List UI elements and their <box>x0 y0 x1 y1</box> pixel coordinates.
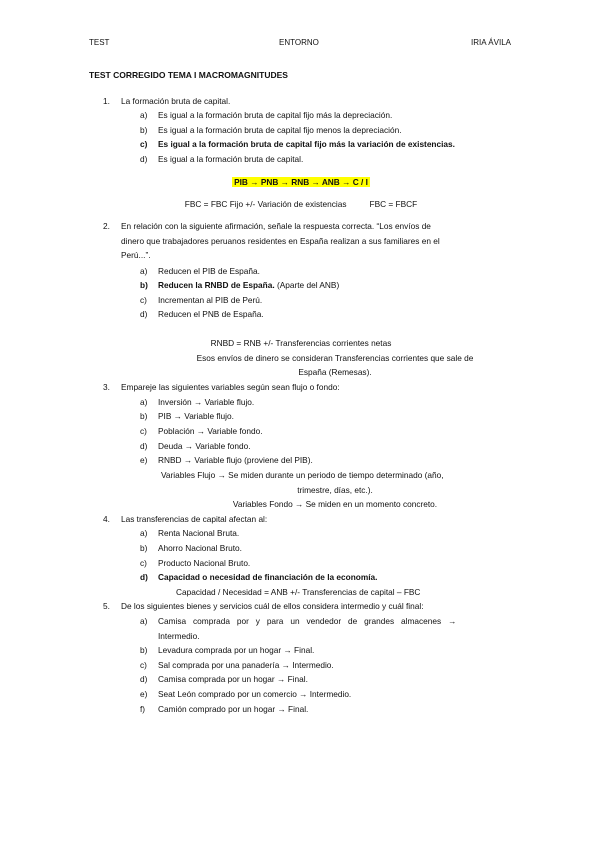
option-text: Producto Nacional Bruto. <box>158 558 251 568</box>
formula-rnbd: RNBD = RNB +/- Transferencias corrientes netas <box>210 338 392 348</box>
option-letter: c) <box>140 295 147 305</box>
option-letter: b) <box>140 125 148 135</box>
option-letter: b) <box>140 280 148 290</box>
page-header <box>89 38 511 50</box>
option-note: (Aparte del ANB) <box>274 280 340 290</box>
option-letter: e) <box>140 689 148 699</box>
question-line: Perú...”. <box>121 250 151 261</box>
option-text: Camisa comprada por un hogar → Final. <box>158 674 308 684</box>
option-letter: d) <box>140 154 148 164</box>
option-letter: d) <box>140 441 148 451</box>
question-line: En relación con la siguiente afirmación, señale la respuesta correcta. “Los envíos de <box>121 221 431 231</box>
option-text: Deuda → Variable fondo. <box>158 441 251 451</box>
question-number: 5. <box>103 601 110 611</box>
option-text: Ahorro Nacional Bruto. <box>158 543 242 553</box>
option-letter: a) <box>140 616 148 626</box>
option-text: Incrementan al PIB de Perú. <box>158 295 263 305</box>
question-text: Las transferencias de capital afectan al: <box>121 514 268 524</box>
option-text: Reducen la RNBD de España. <box>158 280 275 290</box>
option-letter: b) <box>140 543 148 553</box>
option-text: Es igual a la formación bruta de capital fijo más la variación de existencias. <box>158 139 455 149</box>
highlighted-text: PIB → PNB → RNB → ANB → C / I <box>234 177 368 187</box>
option-letter: d) <box>140 572 148 582</box>
option-text: Reducen el PNB de España. <box>158 309 264 319</box>
option-text: Capacidad o necesidad de financiación de la economía. <box>158 572 378 582</box>
option-letter: d) <box>140 674 148 684</box>
option-letter: b) <box>140 645 148 655</box>
option-letter: d) <box>140 309 148 319</box>
option-text: Camisa comprada por y para un vendedor de grandes almacenes → <box>158 616 457 626</box>
formula-fbc: FBC = FBC Fijo +/- Variación de existencias FBC = FBCF <box>184 199 418 209</box>
option-text: Sal comprada por una panadería → Intermedio. <box>158 660 334 670</box>
header-center: ENTORNO <box>279 38 319 47</box>
option-text: Población → Variable fondo. <box>158 426 263 436</box>
option-letter: b) <box>140 411 148 421</box>
header-left: TEST <box>89 38 110 47</box>
question-line: dinero que trabajadores peruanos residentes en España realizan a sus familiares en el <box>121 235 440 246</box>
option-text: Es igual a la formación bruta de capital. <box>158 154 304 164</box>
option-text: RNBD → Variable flujo (proviene del PIB). <box>158 455 313 465</box>
document-title: TEST CORREGIDO TEMA I MACROMAGNITUDES <box>89 70 288 80</box>
option-text: Levadura comprada por un hogar → Final. <box>158 645 315 655</box>
option-letter: c) <box>140 660 147 670</box>
flujo-note-line-1: Variables Flujo → Se miden durante un periodo de tiempo determinado (año, <box>161 470 444 480</box>
option-text: PIB → Variable flujo. <box>158 411 234 421</box>
question-number: 4. <box>103 514 110 524</box>
option-text: Renta Nacional Bruta. <box>158 528 240 538</box>
option-text: Inversión → Variable flujo. <box>158 397 255 407</box>
option-text: Es igual a la formación bruta de capital fijo menos la depreciación. <box>158 125 402 135</box>
option-letter: a) <box>140 528 148 538</box>
option-text: Seat León comprado por un comercio → Intermedio. <box>158 689 352 699</box>
option-letter: c) <box>140 426 147 436</box>
option-letter: c) <box>140 139 148 149</box>
question-text: Empareje las siguientes variables según sean flujo o fondo: <box>121 382 340 392</box>
question-text <box>121 219 513 263</box>
option-letter: a) <box>140 397 148 407</box>
option-text: Camión comprado por un hogar → Final. <box>158 704 309 714</box>
note-line-2: España (Remesas). <box>298 367 372 377</box>
question-number: 2. <box>103 221 110 231</box>
option-text: Reducen el PIB de España. <box>158 266 260 276</box>
option-letter: f) <box>140 704 146 714</box>
option-text-continued: Intermedio. <box>158 631 200 641</box>
option-text: Es igual a la formación bruta de capital fijo más la depreciación. <box>158 110 393 120</box>
question-number: 1. <box>103 96 110 106</box>
option-letter: a) <box>140 110 148 120</box>
formula-capacidad: Capacidad / Necesidad = ANB +/- Transferencias de capital – FBC <box>176 587 421 597</box>
note-line-1: Esos envíos de dinero se consideran Transferencias corrientes que sale de <box>196 353 474 363</box>
fondo-note: Variables Fondo → Se miden en un momento concreto. <box>232 499 438 509</box>
question-text: De los siguientes bienes y servicios cuál de ellos considera intermedio y cuál final: <box>121 601 424 611</box>
question-number: 3. <box>103 382 110 392</box>
highlight-chain <box>89 175 513 190</box>
header-right: IRIA ÁVILA <box>470 38 511 47</box>
question-text: La formación bruta de capital. <box>121 96 231 106</box>
option-letter: e) <box>140 455 148 465</box>
flujo-note-line-2: trimestre, días, etc.). <box>297 485 373 495</box>
option-letter: a) <box>140 266 148 276</box>
option-letter: c) <box>140 558 147 568</box>
